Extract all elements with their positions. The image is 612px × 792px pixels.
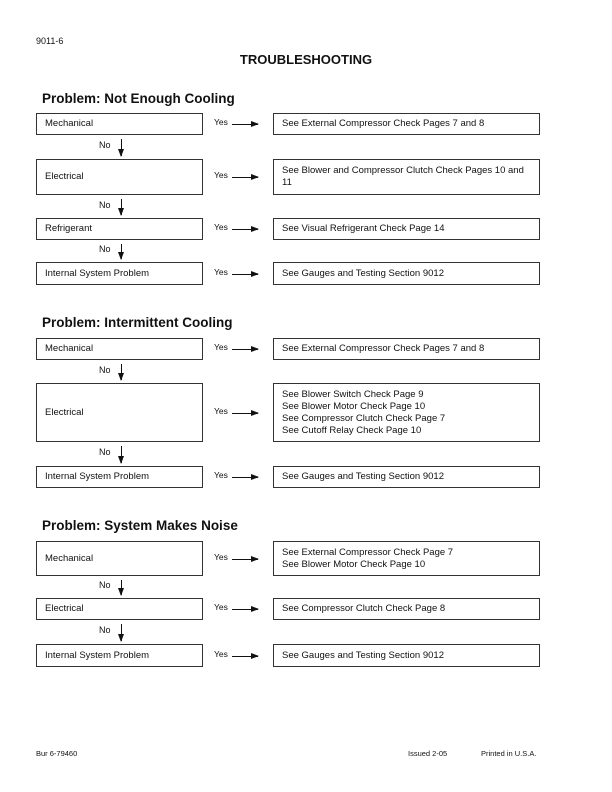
down-arrow-icon	[121, 624, 122, 641]
section-heading: Problem: Not Enough Cooling	[42, 91, 235, 106]
right-arrow-icon	[232, 559, 258, 560]
no-label: No	[99, 140, 111, 150]
check-box	[36, 159, 203, 195]
footer-doc-number: Bur 6-79460	[36, 749, 78, 758]
yes-label: Yes	[214, 470, 228, 480]
page-title: TROUBLESHOOTING	[239, 52, 373, 67]
section-heading: Problem: System Makes Noise	[42, 518, 238, 533]
action-label: See Gauges and Testing Section 9012	[282, 649, 444, 661]
check-label: Internal System Problem	[45, 471, 150, 482]
action-box	[273, 338, 540, 360]
check-box	[36, 541, 203, 576]
action-box	[273, 113, 540, 135]
action-box	[273, 541, 540, 576]
check-label: Electrical	[45, 406, 84, 418]
yes-label: Yes	[214, 117, 228, 127]
action-box	[273, 262, 540, 285]
check-label: Electrical	[45, 603, 84, 614]
page-number: 9011-6	[36, 36, 64, 46]
action-label: See Blower and Compressor Clutch Check Pages 10 and 11	[282, 165, 524, 188]
right-arrow-icon	[232, 229, 258, 230]
action-label: See External Compressor Check Page 7 See Blower Motor Check Page 10	[282, 546, 454, 570]
right-arrow-icon	[232, 124, 258, 125]
right-arrow-icon	[232, 177, 258, 178]
yes-label: Yes	[214, 222, 228, 232]
check-box	[36, 218, 203, 240]
yes-label: Yes	[214, 342, 228, 352]
no-label: No	[99, 244, 111, 254]
footer-issued: Issued 2-05	[408, 749, 448, 758]
right-arrow-icon	[232, 274, 258, 275]
check-box	[36, 644, 203, 667]
check-label: Mechanical	[45, 552, 94, 564]
check-label: Refrigerant	[45, 223, 92, 234]
yes-label: Yes	[214, 602, 228, 612]
check-box	[36, 338, 203, 360]
action-box	[273, 644, 540, 667]
check-label: Internal System Problem	[45, 267, 150, 279]
yes-label: Yes	[214, 551, 228, 562]
yes-label: Yes	[214, 405, 228, 416]
down-arrow-icon	[121, 364, 122, 380]
action-label: See Gauges and Testing Section 9012	[282, 267, 444, 279]
no-label: No	[99, 580, 111, 590]
action-box	[273, 466, 540, 488]
down-arrow-icon	[121, 244, 122, 259]
yes-label: Yes	[214, 266, 228, 277]
down-arrow-icon	[121, 139, 122, 156]
action-label: See Compressor Clutch Check Page 8	[282, 603, 446, 614]
down-arrow-icon	[121, 199, 122, 215]
action-label: See Visual Refrigerant Check Page 14	[282, 223, 445, 234]
check-label: Mechanical	[45, 118, 94, 129]
action-label: See Gauges and Testing Section 9012	[282, 471, 444, 482]
check-box	[36, 113, 203, 135]
right-arrow-icon	[232, 413, 258, 414]
check-box	[36, 598, 203, 620]
down-arrow-icon	[121, 580, 122, 595]
action-label: See External Compressor Check Pages 7 and 8	[282, 343, 485, 354]
no-label: No	[99, 625, 111, 635]
right-arrow-icon	[232, 656, 258, 657]
action-label: See External Compressor Check Pages 7 and 8	[282, 118, 485, 129]
action-label: See Blower Switch Check Page 9 See Blower Motor Check Page 10 See Compressor Clutch Check Page 7 See Cutoff Relay Check Page 10	[282, 388, 446, 436]
action-box	[273, 159, 540, 195]
yes-label: Yes	[214, 648, 228, 659]
action-box	[273, 218, 540, 240]
no-label: No	[99, 364, 111, 375]
check-box	[36, 383, 203, 442]
down-arrow-icon	[121, 446, 122, 463]
right-arrow-icon	[232, 477, 258, 478]
check-box	[36, 262, 203, 285]
section-heading: Problem: Intermittent Cooling	[42, 315, 233, 330]
action-box	[273, 598, 540, 620]
check-label: Internal System Problem	[45, 649, 150, 661]
footer-printed: Printed in U.S.A.	[481, 749, 537, 758]
no-label: No	[99, 447, 111, 457]
right-arrow-icon	[232, 609, 258, 610]
check-label: Mechanical	[45, 343, 94, 354]
no-label: No	[99, 199, 111, 210]
check-label: Electrical	[45, 171, 84, 182]
check-box	[36, 466, 203, 488]
yes-label: Yes	[214, 170, 228, 180]
action-box	[273, 383, 540, 442]
right-arrow-icon	[232, 349, 258, 350]
